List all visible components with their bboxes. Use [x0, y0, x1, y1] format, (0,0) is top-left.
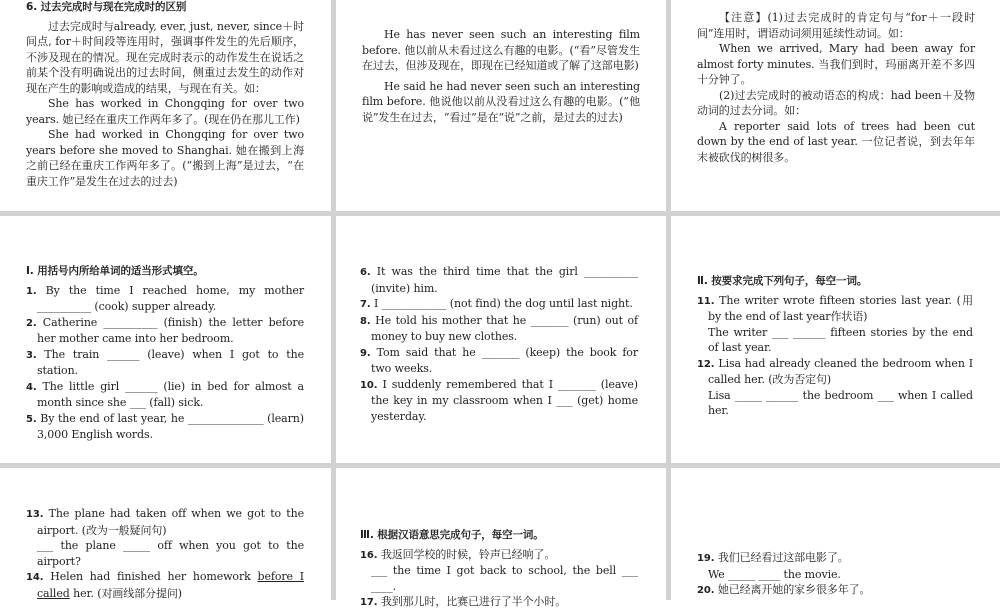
exercise-item-13 [26, 506, 304, 538]
exercise-item-5 [26, 411, 304, 443]
panel-3-notes [671, 0, 1000, 211]
item-text: 我们已经看过这部电影了。 [717, 551, 849, 564]
panel-2-example-2: He said he had never seen such an interesting film before. 他说他以前从没看过这么有趣的电影。(“他说”发生在过去，“看过”是在“说”之前，是过去的过去) [362, 79, 640, 124]
panel-3-note-2: (2)过去完成时的被动语态的构成：had been＋及物动词的过去分词。如： [697, 88, 975, 117]
item-number: 6. [360, 267, 371, 278]
item-text: I ____________ (not find) the dog until last night. [373, 297, 633, 310]
section-1-heading: Ⅰ. 用括号内所给单词的适当形式填空。 [26, 265, 204, 277]
item-number: 10. [360, 379, 378, 391]
item-number: 16. [360, 549, 378, 561]
exercise-item-8 [360, 313, 638, 345]
exercise-item-9 [360, 345, 638, 377]
item-text: 我返回学校的时候，铃声已经响了。 [380, 547, 556, 561]
item-text: Tom said that he _______ (keep) the book for two weeks. [371, 345, 638, 375]
item-text: The writer wrote fifteen stories last year. (用by the end of last year作状语) [708, 293, 973, 323]
panel-7-exercise-2-cont [0, 468, 331, 600]
exercise-item-3 [26, 347, 304, 379]
panel-1-example-2: She had worked in Chongqing for over two years before she moved to Shanghai. 她在搬到上海之前已经在重庆工作两年多了。(“搬到上海”是过去，“在重庆工作”是发生在过去的过去) [26, 128, 304, 188]
exercise-item-17 [360, 594, 638, 611]
exercise-item-19-answer: We _____ ____ the movie. [708, 567, 841, 581]
item-number: 19. [697, 553, 715, 564]
panel-3-example-2: A reporter said lots of trees had been cut down by the end of last year. 一位记者说，到去年年末被砍伐的树很多。 [697, 119, 975, 164]
panel-3-note-1: 【注意】(1)过去完成时的肯定句与“for＋一段时间”连用时，谓语动词须用延续性动词。如： [697, 11, 975, 40]
exercise-item-12 [697, 356, 973, 388]
exercise-item-2 [26, 315, 304, 347]
item-number: 1. [26, 285, 37, 297]
item-number: 9. [360, 347, 371, 359]
panel-6-exercise-2 [671, 216, 1000, 463]
exercise-item-1 [26, 283, 304, 315]
panel-9-exercise-3-cont [671, 468, 1000, 600]
item-text: 她已经离开她的家乡很多年了。 [717, 583, 871, 596]
item-text: I suddenly remembered that I _______ (leave) the key in my classroom when I ___ (get) home yesterday. [371, 377, 638, 423]
panel-4-exercise-1 [0, 216, 331, 463]
exercise-item-11-answer: The writer ___ ______ fifteen stories by the end of last year. [708, 325, 973, 354]
panel-2-example-1: He has never seen such an interesting film before. 他以前从未看过这么有趣的电影。(“看”尽管发生在过去，但涉及现在，即现在已经知道或了解了这部电影) [362, 28, 640, 72]
item-text-before: Helen had finished her homework [50, 570, 258, 583]
exercise-item-16-answer: ___ the time I got back to school, the bell ___ ____. [371, 564, 638, 593]
exercise-item-14 [26, 569, 304, 601]
exercise-item-12-answer: Lisa _____ ______ the bedroom ___ when I called her. [708, 388, 973, 417]
underlined-phrase: before I called [37, 570, 304, 600]
item-number: 14. [26, 572, 44, 583]
item-text: The train ______ (leave) when I got to the station. [37, 347, 304, 377]
item-number: 13. [26, 509, 44, 520]
exercise-item-13-answer: ___ the plane _____ off when you got to the airport? [37, 539, 304, 568]
panel-5-exercise-1-cont [336, 216, 666, 463]
panel-1-paragraph: 过去完成时与already, ever, just, never, since＋时间点, for＋时间段等连用时，强调事件发生的先后顺序，不涉及现在的情况。现在完成时表示的动作发生在说话之前某个没有明确说出的过去时间，侧重过去发生的动作对现在产生的影响或造成的结果，与现在有关。如： [26, 19, 304, 95]
item-text: It was the third time that the girl __________ (invite) him. [371, 265, 638, 295]
item-text: By the end of last year, he ______________ (learn) 3,000 English words. [37, 411, 304, 441]
panel-8-exercise-3 [336, 468, 666, 608]
exercise-item-7 [360, 296, 638, 313]
panel-1-grammar-comparison [0, 0, 331, 211]
exercise-item-20 [697, 582, 973, 599]
panel-1-example-1: She has worked in Chongqing for over two years. 她已经在重庆工作两年多了。(现在仍在那儿工作) [26, 97, 304, 126]
item-number: 3. [26, 349, 37, 361]
panel-1-heading: 6. 过去完成时与现在完成时的区别 [26, 1, 187, 13]
panel-3-example-1: When we arrived, Mary had been away for almost forty minutes. 当我们到时，玛丽离开差不多四十分钟了。 [697, 42, 975, 86]
exercise-item-6 [360, 264, 638, 296]
exercise-item-11 [697, 293, 973, 325]
item-text: He told his mother that he _______ (run) out of money to buy new clothes. [371, 313, 638, 343]
item-number: 5. [26, 413, 37, 425]
item-text: 我到那儿时，比赛已进行了半个小时。 [380, 595, 567, 608]
item-number: 11. [697, 295, 715, 307]
exercise-item-19 [697, 550, 973, 567]
item-text: The little girl ______ (lie) in bed for almost a month since she ___ (fall) sick. [37, 379, 304, 409]
item-text: The plane had taken off when we got to the airport. (改为一般疑问句) [37, 507, 304, 537]
item-text-after: her. (对画线部分提问) [69, 586, 182, 600]
exercise-item-10 [360, 377, 638, 425]
exercise-item-16 [360, 547, 638, 564]
item-number: 8. [360, 315, 371, 327]
panel-2-examples [336, 0, 666, 211]
item-text: Catherine __________ (finish) the letter before her mother came into her bedroom. [37, 315, 304, 345]
item-number: 12. [697, 358, 715, 370]
section-3-heading: Ⅲ. 根据汉语意思完成句子，每空一词。 [360, 529, 544, 541]
item-text: By the time I reached home, my mother __________ (cook) supper already. [37, 283, 304, 313]
exercise-item-4 [26, 379, 304, 411]
item-number: 7. [360, 299, 371, 310]
item-number: 4. [26, 381, 37, 393]
item-number: 20. [697, 585, 715, 596]
section-2-heading: Ⅱ. 按要求完成下列句子，每空一词。 [697, 275, 868, 287]
item-number: 17. [360, 597, 378, 608]
item-number: 2. [26, 317, 37, 329]
item-text: Lisa had already cleaned the bedroom when I called her. (改为否定句) [708, 356, 973, 386]
